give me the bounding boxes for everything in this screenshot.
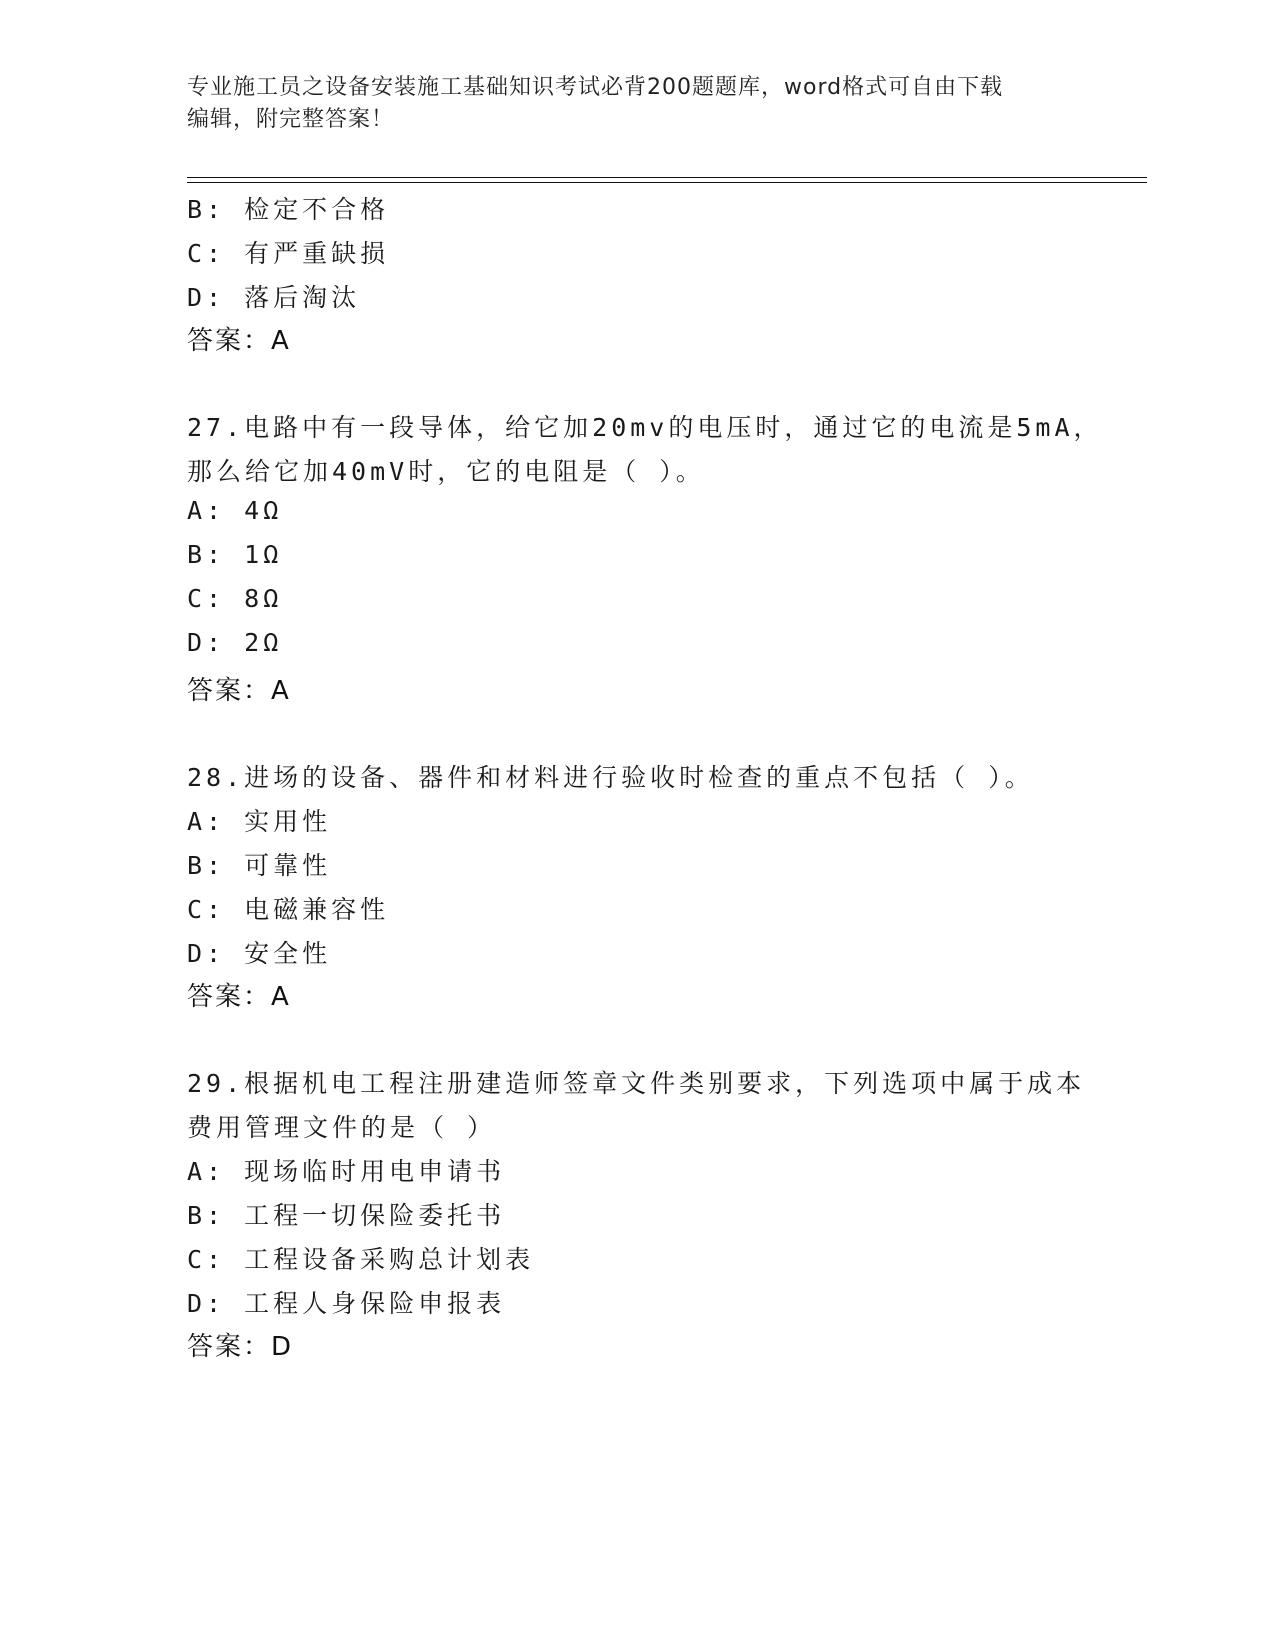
option-c: C: 电磁兼容性 bbox=[187, 895, 390, 924]
page-header bbox=[187, 72, 1067, 136]
question-stem-line1: 28.进场的设备、器件和材料进行验收时检查的重点不包括（ ）。 bbox=[187, 763, 1034, 792]
question-stem-line2: 费用管理文件的是（ ） bbox=[187, 1113, 497, 1142]
header-rule-top bbox=[187, 177, 1147, 178]
header-rule-bottom bbox=[187, 182, 1147, 183]
answer-text: 答案：A bbox=[187, 982, 291, 1012]
option-b: B: 可靠性 bbox=[187, 851, 332, 880]
option-d: D: 工程人身保险申报表 bbox=[187, 1289, 506, 1318]
option-a: A: 4Ω bbox=[187, 496, 283, 525]
option-c: C: 有严重缺损 bbox=[187, 239, 390, 268]
header-title-line2: 编辑，附完整答案！ bbox=[187, 107, 395, 132]
question-stem-line1: 27.电路中有一段导体，给它加20mv的电压时，通过它的电流是5mA， bbox=[187, 413, 1103, 442]
option-c: C: 8Ω bbox=[187, 584, 283, 613]
option-a: A: 实用性 bbox=[187, 807, 332, 836]
option-a: A: 现场临时用电申请书 bbox=[187, 1157, 506, 1186]
option-c: C: 工程设备采购总计划表 bbox=[187, 1245, 535, 1274]
question-stem-line2: 那么给它加40mV时，它的电阻是（ ）。 bbox=[187, 457, 705, 486]
option-d: D: 安全性 bbox=[187, 939, 332, 968]
answer-text: 答案：A bbox=[187, 676, 291, 706]
answer-text: 答案：A bbox=[187, 326, 291, 356]
option-b: B: 检定不合格 bbox=[187, 195, 390, 224]
option-d: D: 落后淘汰 bbox=[187, 283, 361, 312]
answer-text: 答案：D bbox=[187, 1332, 294, 1362]
option-b: B: 1Ω bbox=[187, 540, 283, 569]
option-b: B: 工程一切保险委托书 bbox=[187, 1201, 506, 1230]
question-stem-line1: 29.根据机电工程注册建造师签章文件类别要求，下列选项中属于成本 bbox=[187, 1069, 1086, 1098]
header-title-line1: 专业施工员之设备安装施工基础知识考试必背200题题库，word格式可自由下载 bbox=[187, 75, 1004, 100]
option-d: D: 2Ω bbox=[187, 628, 283, 657]
